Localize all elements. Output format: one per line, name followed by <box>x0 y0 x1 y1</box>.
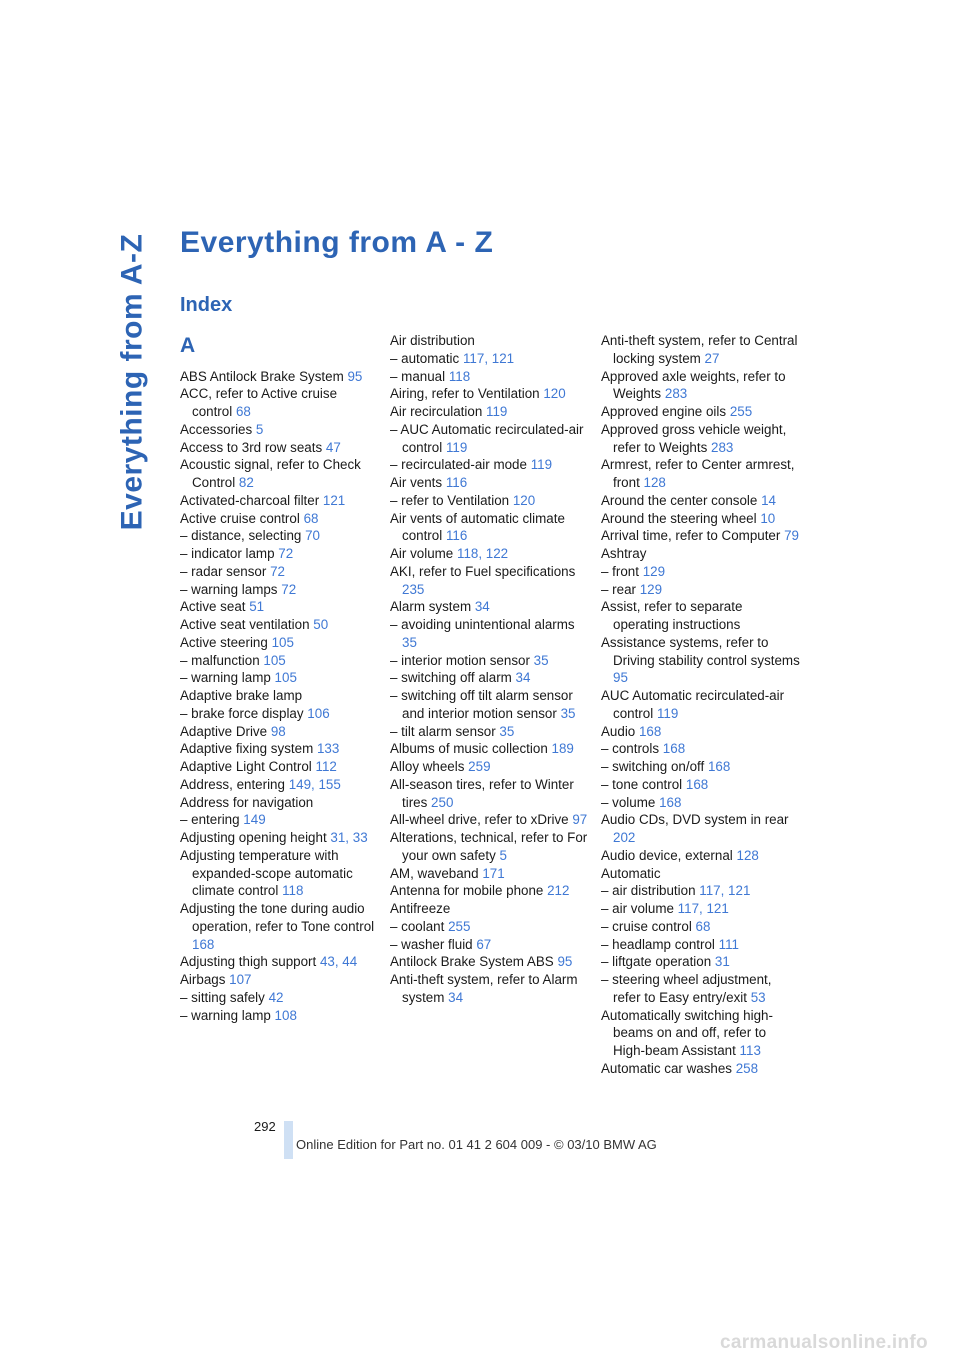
index-entry-text: AKI, refer to Fuel specifications <box>390 563 576 579</box>
index-entry <box>601 563 801 581</box>
index-page-link[interactable]: 72 <box>278 546 294 561</box>
index-entry <box>180 811 380 829</box>
index-entry <box>180 616 380 634</box>
index-page-link[interactable]: 133 <box>316 741 340 757</box>
index-entry <box>390 368 590 386</box>
page-title: Everything from A - Z <box>180 226 494 259</box>
index-page-link[interactable]: 47 <box>325 439 341 455</box>
index-page-link[interactable]: 168 <box>707 759 731 774</box>
index-entry <box>180 581 380 599</box>
index-entry <box>601 811 801 847</box>
index-entry-text: – air distribution <box>601 883 696 899</box>
index-page-link[interactable]: 95 <box>347 368 363 384</box>
index-entry-text: Albums of music collection <box>390 741 548 757</box>
index-entry <box>180 900 380 953</box>
index-page-link[interactable]: 105 <box>274 670 297 686</box>
index-entry <box>390 936 590 954</box>
index-entry-text: – warning lamp <box>180 670 271 686</box>
index-page-link[interactable]: 82 <box>238 475 254 490</box>
index-page-link[interactable]: 255 <box>448 918 471 934</box>
index-entry <box>180 953 380 971</box>
index-page-link[interactable]: 168 <box>659 794 682 810</box>
index-entry <box>390 421 590 457</box>
index-entry-text: – refer to Ventilation <box>390 492 510 508</box>
index-entry-text: Adjusting opening height <box>180 830 327 845</box>
index-entry-text: Antilock Brake System ABS <box>390 954 554 970</box>
index-page-link[interactable]: 117, 121 <box>699 883 751 899</box>
index-entry <box>180 634 380 652</box>
index-entry-text: Airbags <box>180 972 226 987</box>
index-page-link[interactable]: 53 <box>750 989 766 1005</box>
index-entry-text: Ashtray <box>601 546 647 561</box>
index-entry <box>390 811 590 829</box>
index-entry <box>180 368 380 386</box>
index-page-link[interactable]: 5 <box>255 421 264 437</box>
index-page-link[interactable]: 250 <box>431 794 454 810</box>
index-entry <box>601 900 801 918</box>
index-page-link[interactable]: 118, 122 <box>457 546 509 561</box>
index-entry <box>390 616 590 652</box>
index-entry <box>601 794 801 812</box>
index-page-link[interactable]: 255 <box>729 404 753 419</box>
index-entry <box>390 545 590 563</box>
index-entry-text: – interior motion sensor <box>390 652 530 668</box>
index-entry-text: – sitting safely <box>180 989 265 1005</box>
index-page-link[interactable]: 35 <box>499 723 515 739</box>
index-entry <box>601 723 801 741</box>
index-entry <box>601 865 801 883</box>
index-entry <box>180 669 380 687</box>
index-entry-text: Anti-theft system, refer to Central locking system <box>601 333 798 366</box>
index-page-link[interactable]: 116 <box>445 475 468 490</box>
index-entry-text: Access to 3rd row seats <box>180 439 323 455</box>
index-column-1 <box>180 332 380 1024</box>
index-entry <box>390 563 590 599</box>
index-entry <box>180 740 380 758</box>
index-page-link[interactable]: 31, 33 <box>330 830 368 845</box>
index-entry <box>601 687 801 723</box>
index-page-link[interactable]: 119 <box>656 705 679 721</box>
index-entry <box>601 598 801 634</box>
index-entry-text: – controls <box>601 741 660 757</box>
page-subtitle: Index <box>180 294 233 316</box>
index-page-link[interactable]: 43, 44 <box>319 954 358 970</box>
index-entry <box>180 456 380 492</box>
index-page-link[interactable]: 168 <box>638 723 662 739</box>
index-entry <box>180 971 380 989</box>
index-entry <box>180 705 380 723</box>
index-entry-text: – malfunction <box>180 652 260 668</box>
index-page-link[interactable]: 189 <box>551 741 574 757</box>
index-entry-text: – volume <box>601 794 656 810</box>
index-entry-text: Active seat ventilation <box>180 617 310 632</box>
index-page-link[interactable]: 119 <box>445 439 468 455</box>
index-letter-heading: A <box>180 334 196 357</box>
index-entry <box>180 652 380 670</box>
index-entry <box>390 474 590 492</box>
index-entry-text: Automatic <box>601 865 661 881</box>
index-entry <box>180 776 380 794</box>
index-page-link[interactable]: 128 <box>643 475 666 490</box>
index-entry-text: Alarm system <box>390 599 472 615</box>
index-entry <box>390 456 590 474</box>
index-entry <box>601 936 801 954</box>
index-entry <box>390 350 590 368</box>
index-page-link[interactable]: 42 <box>268 989 284 1005</box>
index-entry-text: Approved engine oils <box>601 404 727 419</box>
index-entry <box>390 882 590 900</box>
index-entry <box>180 527 380 545</box>
index-page-link[interactable]: 168 <box>685 776 709 792</box>
index-entry <box>180 794 380 812</box>
index-page-link[interactable]: 68 <box>235 404 251 419</box>
index-entry-text: Alloy wheels <box>390 759 465 774</box>
page-number: 292 <box>254 1119 276 1134</box>
index-entry-text: – front <box>601 563 639 579</box>
index-entry-text: Assistance systems, refer to Driving stability control systems <box>601 634 800 668</box>
index-entry-text: Air volume <box>390 546 454 561</box>
index-entry <box>390 723 590 741</box>
index-page-link[interactable]: 120 <box>512 492 536 508</box>
index-page-link[interactable]: 108 <box>274 1007 297 1023</box>
index-page-link[interactable]: 113 <box>739 1043 761 1058</box>
index-entry-text: Around the center console <box>601 492 758 508</box>
index-entry-text: Air distribution <box>390 333 475 348</box>
index-page-link[interactable]: 79 <box>784 528 799 544</box>
footer-accent-bar <box>284 1121 293 1159</box>
index-entry <box>390 332 590 350</box>
index-page-link[interactable]: 67 <box>476 936 492 952</box>
index-page-link[interactable]: 119 <box>530 457 553 473</box>
index-page-link[interactable]: 27 <box>704 350 720 366</box>
index-page-link[interactable]: 97 <box>572 812 588 828</box>
index-page-link[interactable]: 116 <box>445 528 468 544</box>
index-entry <box>390 687 590 723</box>
index-page-link[interactable]: 31 <box>714 954 730 970</box>
index-entry <box>601 918 801 936</box>
index-page-link[interactable]: 35 <box>560 705 576 721</box>
index-page-link[interactable]: 34 <box>515 670 531 686</box>
index-entry <box>601 740 801 758</box>
index-entry-text: – automatic <box>390 350 460 366</box>
index-page-link[interactable]: 35 <box>533 652 549 668</box>
index-entry <box>601 492 801 510</box>
index-entry-text: – recirculated-air mode <box>390 457 527 473</box>
index-entry-text: Audio device, external <box>601 847 733 863</box>
index-entry-text: ABS Antilock Brake System <box>180 368 344 384</box>
index-entry <box>180 385 380 421</box>
index-entry <box>390 900 590 918</box>
index-entry-text: – indicator lamp <box>180 546 275 561</box>
index-entry <box>390 492 590 510</box>
index-page-link[interactable]: 258 <box>735 1060 759 1076</box>
index-page-link[interactable]: 128 <box>736 847 759 863</box>
index-entry <box>601 456 801 492</box>
index-entry <box>180 687 380 705</box>
index-entry-text: Active seat <box>180 599 246 615</box>
index-entry-text: – tilt alarm sensor <box>390 723 496 739</box>
index-entry-text: Audio <box>601 723 636 739</box>
index-entry <box>180 758 380 776</box>
index-entry-text: – AUC Automatic recirculated-air control <box>390 421 584 455</box>
index-entry <box>390 971 590 1007</box>
footer-edition-text: Online Edition for Part no. 01 41 2 604 009 - © 03/10 BMW AG <box>296 1137 657 1152</box>
index-entry-text: Adjusting the tone during audio operation, refer to Tone control <box>180 901 375 934</box>
index-entry-text: Arrival time, refer to Computer <box>601 528 781 544</box>
index-entry <box>601 1060 801 1078</box>
index-entry-text: Automatically switching high-beams on and off, refer to High-beam Assistant <box>601 1007 773 1058</box>
index-page-link[interactable]: 149, 155 <box>288 776 341 792</box>
index-entry <box>601 332 801 368</box>
index-entry-text: Address, entering <box>180 776 285 792</box>
index-entry <box>390 403 590 421</box>
index-entry-text: – steering wheel adjustment, refer to Easy entry/exit <box>601 972 772 1005</box>
index-entry <box>180 439 380 457</box>
index-page-link[interactable]: 5 <box>499 847 507 863</box>
index-entry-text: Anti-theft system, refer to Alarm system <box>390 972 578 1005</box>
index-entry <box>180 563 380 581</box>
sidebar-section-title <box>106 232 158 532</box>
index-entry <box>601 510 801 528</box>
index-entry <box>180 847 380 900</box>
index-page-link[interactable]: 283 <box>664 386 688 402</box>
index-entry-text: – switching on/off <box>601 759 705 774</box>
index-entry-text: Automatic car washes <box>601 1060 732 1076</box>
index-entry <box>601 847 801 865</box>
watermark: carmanualsonline.info <box>720 1332 928 1353</box>
index-entry-text: Air vents of automatic climate control <box>390 510 565 544</box>
index-entry <box>180 989 380 1007</box>
index-page-link[interactable]: 95 <box>613 670 628 686</box>
index-entry-text: Adaptive Light Control <box>180 759 312 774</box>
index-page-link[interactable]: 168 <box>662 741 686 757</box>
index-entry-text: – cruise control <box>601 918 692 934</box>
index-entry <box>601 1007 801 1060</box>
index-entry-text: – brake force display <box>180 705 304 721</box>
index-entry-text: Alterations, technical, refer to For your own safety <box>390 830 588 863</box>
index-entry <box>390 385 590 403</box>
index-page-link[interactable]: 129 <box>639 581 663 597</box>
index-entry-text: AUC Automatic recirculated-air control <box>601 688 785 721</box>
index-entry <box>601 758 801 776</box>
index-entry-text: Adaptive fixing system <box>180 741 314 757</box>
index-column-2 <box>390 332 590 1007</box>
index-entry-text: Approved gross vehicle weight, refer to Weights <box>601 421 787 455</box>
index-entry-text: – switching off alarm <box>390 670 512 686</box>
index-entry <box>390 758 590 776</box>
index-entry <box>180 510 380 528</box>
index-entry-text: – liftgate operation <box>601 954 712 970</box>
index-page-link[interactable]: 149 <box>243 812 266 828</box>
index-entry-text: Acoustic signal, refer to Check Control <box>180 457 361 490</box>
index-page-link[interactable]: 168 <box>192 936 215 952</box>
index-page-link[interactable]: 212 <box>547 883 570 899</box>
index-entry-text: Active cruise control <box>180 510 300 526</box>
index-entry <box>390 669 590 687</box>
index-page-link[interactable]: 121 <box>322 492 346 508</box>
index-page-link[interactable]: 72 <box>270 563 285 579</box>
index-page-link[interactable]: 235 <box>402 581 425 597</box>
index-entry <box>601 953 801 971</box>
index-entry-text: – rear <box>601 581 636 597</box>
index-page-link[interactable]: 112 <box>315 759 337 774</box>
sidebar-title-text: Everything from A-Z <box>115 233 148 531</box>
index-column-3 <box>601 332 801 1078</box>
index-entry-text: Adjusting temperature with expanded-scope automatic climate control <box>180 847 353 899</box>
index-entry-text: – avoiding unintentional alarms <box>390 617 575 632</box>
index-page-link[interactable]: 70 <box>305 528 320 544</box>
index-entry-text: – air volume <box>601 901 674 916</box>
index-entry-text: Active steering <box>180 634 268 650</box>
index-page-link[interactable]: 98 <box>270 723 286 739</box>
index-entry-text: – warning lamps <box>180 581 278 597</box>
index-entry <box>180 421 380 439</box>
index-entry <box>601 634 801 687</box>
index-page-link[interactable]: 34 <box>474 599 490 615</box>
index-entry <box>180 723 380 741</box>
index-entry-text: Airing, refer to Ventilation <box>390 386 540 402</box>
index-entry-text: Around the steering wheel <box>601 510 757 526</box>
index-entry-text: – tone control <box>601 776 683 792</box>
index-page-link[interactable]: 117, 121 <box>462 350 515 366</box>
index-entry-text: – coolant <box>390 918 445 934</box>
index-page-link[interactable]: 120 <box>543 386 566 402</box>
index-entry-text: Address for navigation <box>180 794 314 810</box>
index-page-link[interactable]: 10 <box>760 510 776 526</box>
index-entry <box>390 652 590 670</box>
index-entry-text: – headlamp control <box>601 936 715 952</box>
index-entry-text: – radar sensor <box>180 563 267 579</box>
index-page-link[interactable]: 118 <box>448 368 471 384</box>
index-entry-text: Adjusting thigh support <box>180 954 317 970</box>
index-entry-text: Adaptive brake lamp <box>180 688 303 703</box>
index-page-link[interactable]: 72 <box>281 581 297 597</box>
index-page-link[interactable]: 34 <box>448 989 464 1005</box>
index-page-link[interactable]: 95 <box>557 954 573 970</box>
index-page-link[interactable]: 117, 121 <box>677 901 729 916</box>
index-entry-text: ACC, refer to Active cruise control <box>180 386 338 419</box>
index-page-link[interactable]: 107 <box>229 972 252 987</box>
index-entry-text: – washer fluid <box>390 936 473 952</box>
index-page-link[interactable]: 283 <box>711 439 734 455</box>
index-entry <box>180 545 380 563</box>
index-entry-text: Antenna for mobile phone <box>390 883 544 899</box>
index-page-link[interactable]: 119 <box>486 404 508 419</box>
index-entry-text: Assist, refer to separate operating instructions <box>601 599 743 632</box>
index-page-link[interactable]: 202 <box>613 830 636 845</box>
index-entry-text: All-wheel drive, refer to xDrive <box>390 812 569 828</box>
index-entry <box>390 740 590 758</box>
index-page-link[interactable]: 106 <box>307 705 330 721</box>
index-page-link[interactable]: 118 <box>282 883 304 899</box>
index-entry <box>180 598 380 616</box>
index-entry <box>601 545 801 563</box>
index-entry-text: Armrest, refer to Center armrest, front <box>601 457 795 490</box>
index-entry-text: – switching off tilt alarm sensor and interior motion sensor <box>390 688 573 721</box>
index-page-link[interactable]: 51 <box>249 599 265 615</box>
index-entry <box>390 776 590 812</box>
index-entry <box>601 527 801 545</box>
index-entry <box>390 829 590 865</box>
index-entry <box>601 776 801 794</box>
index-entry <box>601 368 801 404</box>
index-page-link[interactable]: 68 <box>303 510 319 526</box>
index-entry-text: All-season tires, refer to Winter tires <box>390 776 574 810</box>
index-page-link[interactable]: 50 <box>313 617 329 632</box>
index-entry-text: – entering <box>180 812 240 828</box>
index-entry <box>601 971 801 1007</box>
index-entry-text: Approved axle weights, refer to Weights <box>601 368 786 402</box>
index-entry <box>180 492 380 510</box>
index-entry <box>390 598 590 616</box>
index-page-link[interactable]: 111 <box>718 936 739 952</box>
index-entry-text: Activated-charcoal filter <box>180 492 320 508</box>
index-page-link[interactable]: 14 <box>761 492 776 508</box>
index-entry-text: Adaptive Drive <box>180 723 268 739</box>
index-entry <box>601 882 801 900</box>
index-entry <box>601 421 801 457</box>
index-entry-text: – warning lamp <box>180 1007 271 1023</box>
index-page-link[interactable]: 259 <box>468 759 491 774</box>
index-entry-text: Antifreeze <box>390 901 451 916</box>
index-entry <box>601 581 801 599</box>
index-entry <box>390 510 590 546</box>
index-entry <box>180 829 380 847</box>
index-entry-text: Air vents <box>390 475 443 490</box>
index-page-link[interactable]: 129 <box>642 563 666 579</box>
index-entry-text: – manual <box>390 368 446 384</box>
index-entry <box>390 953 590 971</box>
index-entry-text: Accessories <box>180 421 253 437</box>
index-entry-text: AM, waveband <box>390 865 479 881</box>
index-page-link[interactable]: 105 <box>271 634 294 650</box>
index-page-link[interactable]: 35 <box>402 634 417 650</box>
index-entry <box>601 403 801 421</box>
index-entry-text: Air recirculation <box>390 404 483 419</box>
index-page-link[interactable]: 171 <box>482 865 505 881</box>
index-entry-text: – distance, selecting <box>180 528 302 544</box>
index-entry-text: Audio CDs, DVD system in rear <box>601 812 789 828</box>
index-page-link[interactable]: 105 <box>263 652 286 668</box>
index-page-link[interactable]: 68 <box>695 918 711 934</box>
index-entry <box>180 1007 380 1025</box>
index-entry <box>390 865 590 883</box>
index-entry <box>390 918 590 936</box>
